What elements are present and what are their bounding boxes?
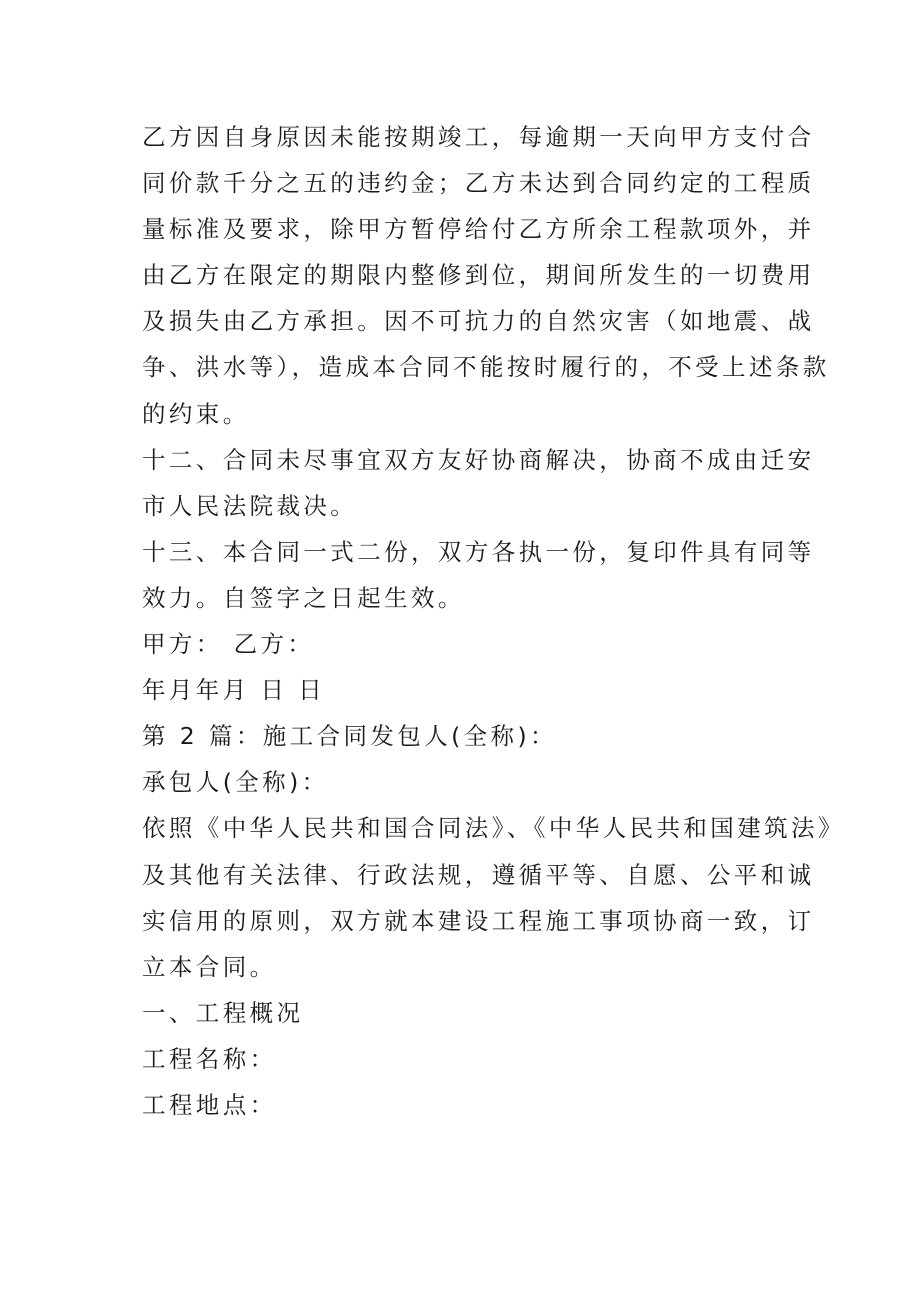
clause-1-heading: 一、工程概况 <box>142 998 304 1027</box>
paragraph-line: 及损失由乙方承担。因不可抗力的自然灾害（如地震、战 <box>142 307 815 336</box>
preamble-line: 及其他有关法律、行政法规，遵循平等、自愿、公平和诚 <box>142 860 815 889</box>
preamble-line: 实信用的原则，双方就本建设工程施工事项协商一致，订 <box>142 906 815 935</box>
paragraph-line: 量标准及要求，除甲方暂停给付乙方所余工程款项外，并 <box>142 215 815 244</box>
signature-date-line: 年月年月 日 日 <box>142 676 326 705</box>
paragraph-line: 的约束。 <box>142 399 250 428</box>
preamble-line: 立本合同。 <box>142 952 277 981</box>
preamble-line: 依照《中华人民共和国合同法》、《中华人民共和国建筑法》 <box>142 814 845 843</box>
clause-13-line: 十三、本合同一式二份，双方各执一份，复印件具有同等 <box>142 537 815 566</box>
paragraph-line: 乙方因自身原因未能按期竣工，每逾期一天向甲方支付合 <box>142 123 815 151</box>
document-body <box>142 114 845 1128</box>
project-name-field: 工程名称： <box>142 1044 277 1073</box>
contractor-line: 承包人(全称)： <box>142 768 329 797</box>
paragraph-line: 由乙方在限定的期限内整修到位，期间所发生的一切费用 <box>142 261 815 290</box>
project-location-field: 工程地点： <box>142 1090 277 1119</box>
clause-12-line: 市人民法院裁决。 <box>142 491 358 520</box>
paragraph-line: 同价款千分之五的违约金；乙方未达到合同约定的工程质 <box>142 169 815 198</box>
paragraph-line: 争、洪水等），造成本合同不能按时履行的，不受上述条款 <box>142 353 830 382</box>
clause-12-line: 十二、合同未尽事宜双方友好协商解决，协商不成由迁安 <box>142 445 815 474</box>
signature-parties-line: 甲方： 乙方： <box>142 630 315 659</box>
clause-13-line: 效力。自签字之日起生效。 <box>142 583 465 612</box>
section-heading: 第 2 篇：施工合同发包人(全称)： <box>142 722 557 751</box>
